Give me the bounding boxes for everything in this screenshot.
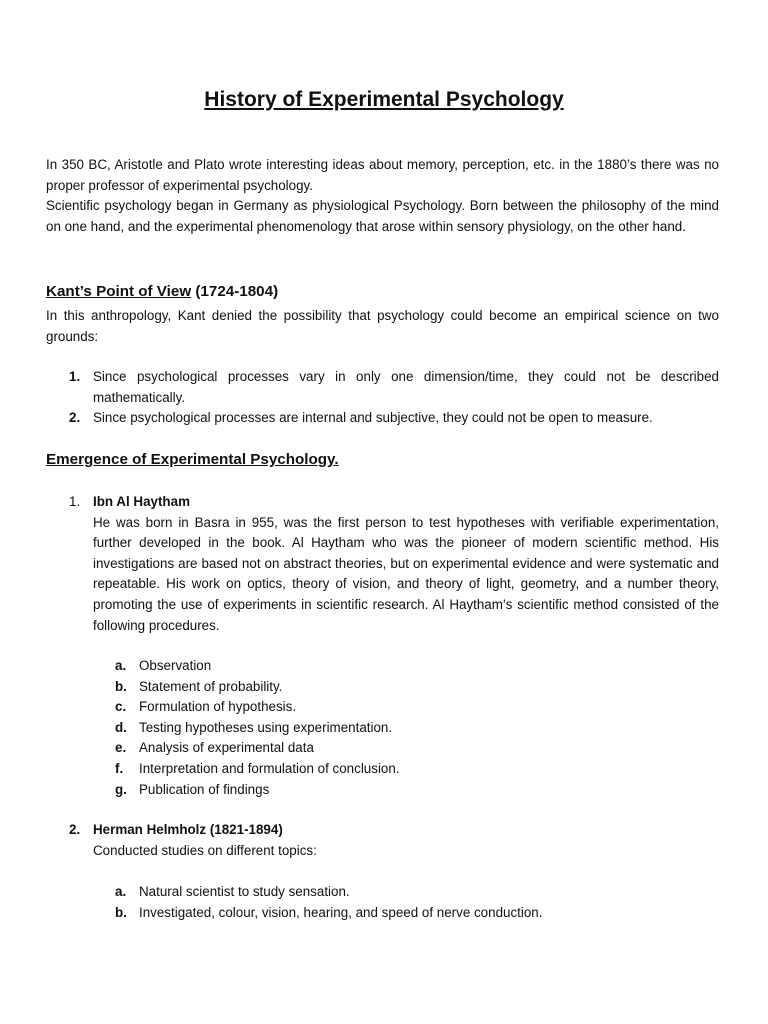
kant-heading-title: Kant’s Point of View — [46, 283, 192, 300]
emergence-heading-title: Emergence of Experimental Psychology. — [46, 451, 339, 468]
list-number: 1. — [69, 494, 81, 509]
kant-heading — [46, 283, 278, 300]
list-item-text: Publication of findings — [139, 781, 270, 797]
list-letter: d. — [115, 719, 127, 735]
emergence-item-1-text: He was born in Basra in 955, was the first person to test hypotheses with verifiable experimentation, further developed in the book. Al Haytham who was the pioneer of modern scientific method. His investigations are based not on abstract theories, but on experimental evidence and were systematic and repeatable. His work on optics, theory of vision, and theory of light, geometry, and a number theory, promoting the use of experiments in scientific research. Al Haytham’s scientific method consisted of the following procedures. — [93, 514, 719, 633]
emergence-item-2-name: Herman Helmholz (1821-1894) — [93, 822, 283, 837]
haytham-steps-list — [115, 656, 719, 800]
list-item-text: Natural scientist to study sensation. — [139, 884, 350, 899]
list-number: 1. — [69, 369, 81, 384]
list-item — [115, 697, 719, 718]
kant-paragraph: In this anthropology, Kant denied the possibility that psychology could become an empirical science on two grounds: — [46, 308, 719, 344]
list-letter: g. — [115, 781, 127, 797]
list-letter: a. — [115, 884, 127, 899]
list-item-text: Testing hypotheses using experimentation. — [139, 719, 393, 735]
list-item-text: Investigated, colour, vision, hearing, and speed of nerve conduction. — [139, 904, 543, 920]
list-item — [115, 738, 719, 759]
list-letter: f. — [115, 760, 124, 776]
list-item-text: Since psychological processes vary in only one dimension/time, they could not be described mathematically. — [93, 369, 719, 405]
list-letter: b. — [115, 678, 127, 694]
list-item — [115, 903, 719, 924]
list-item — [115, 780, 719, 801]
intro-paragraph-2: Scientific psychology began in Germany as physiological Psychology. Born between the philosophy of the mind on one hand, and the experimental phenomenology that arose within sensory physiology, on the other hand. — [46, 198, 719, 234]
emergence-heading — [46, 451, 339, 468]
list-number: 2. — [69, 822, 81, 837]
emergence-item-2-text: Conducted studies on different topics: — [93, 842, 317, 858]
list-item-text: Interpretation and formulation of conclusion. — [139, 760, 400, 776]
list-item-text: Statement of probability. — [139, 678, 283, 694]
list-item-text: Analysis of experimental data — [139, 740, 314, 756]
helmholz-steps-list — [115, 882, 719, 923]
document-title: History of Experimental Psychology — [204, 88, 564, 111]
list-letter: c. — [115, 699, 127, 715]
list-item — [115, 677, 719, 698]
intro-paragraph-1: In 350 BC, Aristotle and Plato wrote interesting ideas about memory, perception, etc. in the 1880’s there was no proper professor of experimental psychology. — [46, 157, 719, 193]
kant-heading-years: (1724-1804) — [191, 283, 279, 300]
list-item-text: Observation — [139, 658, 212, 673]
list-item — [115, 882, 719, 903]
emergence-item-1 — [69, 492, 719, 636]
list-letter: b. — [115, 904, 127, 920]
list-item — [115, 656, 719, 677]
list-number: 2. — [69, 410, 81, 426]
list-item — [69, 367, 719, 408]
list-letter: e. — [115, 740, 127, 756]
list-item-text: Formulation of hypothesis. — [139, 699, 297, 715]
kant-points-list — [69, 367, 719, 429]
list-item-text: Since psychological processes are internal and subjective, they could not be open to measure. — [93, 410, 653, 426]
list-item — [69, 408, 719, 429]
list-item — [115, 718, 719, 739]
emergence-item-1-name: Ibn Al Haytham — [93, 494, 190, 509]
emergence-item-2 — [69, 820, 719, 861]
list-item — [115, 759, 719, 780]
list-letter: a. — [115, 658, 127, 673]
